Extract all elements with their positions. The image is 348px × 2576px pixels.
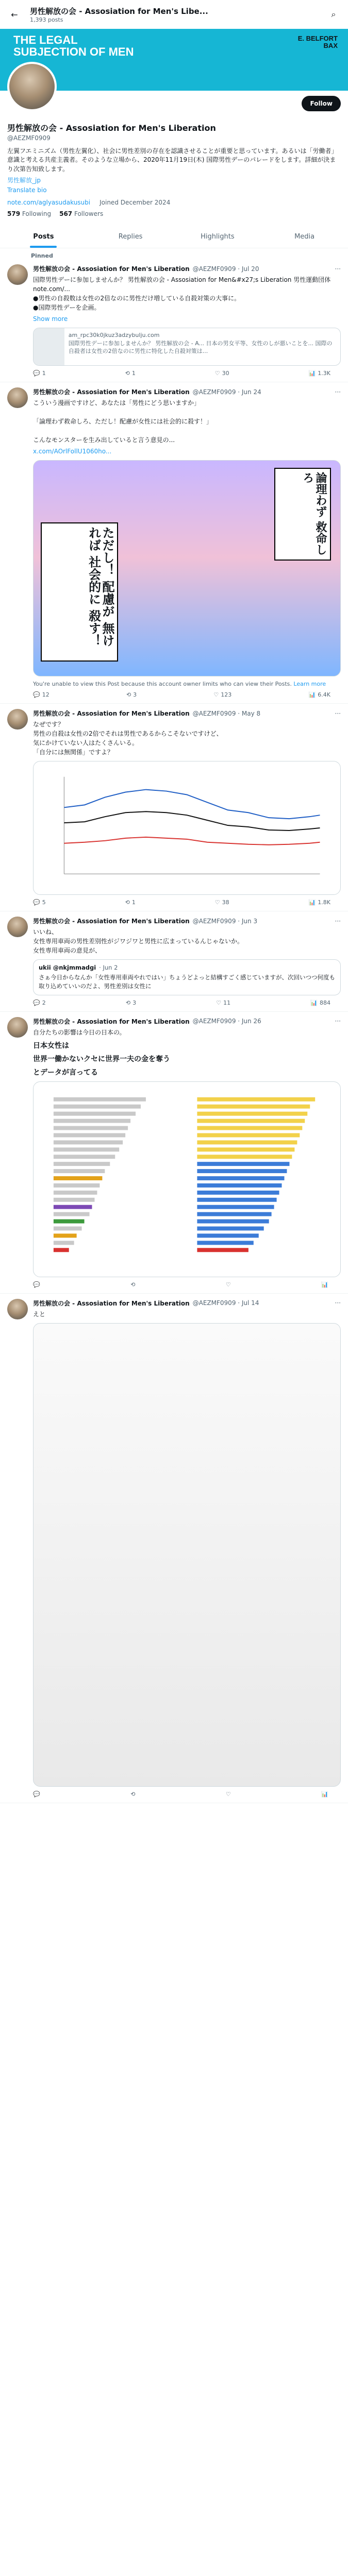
tweet-actions	[33, 691, 341, 698]
tab-replies[interactable]: Replies	[118, 233, 143, 241]
banner-author-line1: E. BELFORT	[297, 35, 338, 42]
views-count[interactable]: 📊	[321, 1790, 328, 1798]
link-card-domain: am_rpc30k0jkuz3adzybulju.com	[68, 332, 160, 339]
restricted-notice-text: You're unable to view this Post because this account owner limits who can view their Posts.	[33, 681, 292, 688]
manga-speech-bubble-1: 論理わず 救命しろ	[274, 468, 331, 561]
profile-info	[0, 122, 348, 223]
link-card[interactable]	[33, 328, 341, 366]
banner-author-line2: BAX	[323, 42, 338, 50]
tweet-avatar[interactable]	[7, 1017, 28, 1038]
quote-tweet[interactable]	[33, 959, 341, 995]
pinned-label: Pinned	[31, 252, 53, 260]
quote-author: ukii @nkjmmadgi	[39, 964, 96, 972]
more-icon[interactable]: ···	[335, 388, 341, 396]
tweet-avatar[interactable]	[7, 709, 28, 730]
tweet-handle: @AEZMF0909 · Jul 20	[192, 265, 259, 273]
suicide-line-chart	[34, 761, 340, 894]
following-count[interactable]: 579 Following	[7, 210, 52, 218]
post-count: 1,393 posts	[30, 16, 63, 23]
tweet-author[interactable]: 男性解放の会 - Assosiation for Men's Liberation	[33, 1299, 190, 1307]
tweet-avatar[interactable]	[7, 917, 28, 937]
link-card-thumbnail	[34, 328, 64, 365]
tweet-header	[33, 1299, 341, 1308]
tweet-chart-image[interactable]	[33, 761, 341, 895]
tweet-handle: @AEZMF0909 · Jul 14	[192, 1299, 259, 1307]
top-bar-title-block	[30, 6, 208, 23]
profile-bio: 左翼フエミニズム（男性左翼化）、社会に男性差別の存在を認識させることが重要と思っています。あるいは「労働者」意識と考える共産主義者。そのような立場から、2020年11月19日(木) 国際男性デーのパレードをします。詳細が決まり次第告知致します。	[7, 147, 338, 173]
tweet-avatar[interactable]	[7, 1299, 28, 1319]
banner-line1: THE LEGAL	[13, 33, 78, 46]
top-bar-title: 男性解放の会 - Assosiation for Men's Libe...	[30, 7, 208, 16]
tweet-body	[33, 917, 341, 1006]
retweet-button[interactable]: ⟲ 3	[125, 999, 137, 1006]
tweet[interactable]	[0, 911, 348, 1011]
tweet-image[interactable]	[33, 1323, 341, 1787]
banner-title	[13, 34, 134, 58]
tweet-handle: @AEZMF0909 · May 8	[192, 709, 261, 717]
views-count[interactable]: 📊 884	[310, 999, 330, 1006]
profile-bio-link[interactable]: 男性解放_jp	[7, 177, 41, 184]
views-count[interactable]: 📊 6.4K	[308, 691, 330, 699]
search-icon[interactable]: ⌕	[331, 9, 336, 19]
tweet-handle: @AEZMF0909 · Jun 26	[192, 1018, 261, 1025]
quote-handle: · Jun 2	[99, 964, 118, 972]
avatar-row	[0, 91, 348, 122]
like-button[interactable]: ♡	[225, 1281, 231, 1288]
more-icon[interactable]: ···	[335, 1018, 341, 1025]
like-button[interactable]: ♡ 123	[213, 691, 232, 699]
followers-count[interactable]: 567 Followers	[59, 210, 104, 218]
follow-counts	[7, 210, 341, 217]
tweet-handle: @AEZMF0909 · Jun 3	[192, 917, 258, 925]
retweet-button[interactable]: ⟲	[130, 1281, 136, 1288]
tab-highlights[interactable]: Highlights	[201, 233, 235, 241]
reply-button[interactable]: 💬 2	[33, 999, 46, 1006]
tweet-actions	[33, 1791, 341, 1798]
link-card-text: 国際男性デーに参加しませんか？ 男性解放の会 - A... 日本の男女平等、女性のしが悪いことを... 国際の自殺者は女性の2倍なのに男性に特化した自殺対策は...	[68, 340, 333, 354]
more-icon[interactable]: ···	[335, 709, 341, 717]
follow-button[interactable]: Follow	[302, 96, 341, 111]
banner-line2: SUBJECTION OF MEN	[13, 45, 134, 59]
tweet-header	[33, 917, 341, 925]
tweet[interactable]	[0, 1012, 348, 1294]
views-count[interactable]: 📊 1.3K	[308, 370, 330, 377]
tweet-actions	[33, 899, 341, 906]
retweet-button[interactable]: ⟲ 3	[126, 691, 137, 699]
learn-more-link[interactable]: Learn more	[293, 681, 326, 688]
quote-text: さぁ今日からなんか「女性専用車両やれではい」ちょうどよっと結構すごく感じていますが、次回いつつ何度も取り込めていいのだよ、男性差別は女性に	[39, 974, 335, 990]
tab-posts[interactable]: Posts	[0, 226, 87, 248]
more-icon[interactable]: ···	[335, 1299, 341, 1307]
image-caption-3: とデータが言ってる	[33, 1068, 98, 1077]
tweet-avatar[interactable]	[7, 264, 28, 285]
tweet-author[interactable]: 男性解放の会 - Assosiation for Men's Liberation	[33, 918, 190, 925]
profile-website[interactable]: note.com/aglyasudakusubi	[7, 199, 91, 207]
show-more-link[interactable]: Show more	[33, 315, 68, 323]
tweet[interactable]	[0, 259, 348, 382]
tweet-text: こういう漫画ですけど、あなたは「男性にどう思いますか」 「論理わず救命しろ、ただし！配慮が女性には社会的に殺す！」 こんなモンスターを生み出していると言う意見の...	[33, 399, 213, 444]
profile-name: 男性解放の会 - Assosiation for Men's Liberation	[7, 123, 216, 133]
tweet-header	[33, 264, 341, 273]
tweet-author[interactable]: 男性解放の会 - Assosiation for Men's Liberation	[33, 265, 190, 273]
tweet[interactable]	[0, 704, 348, 911]
tweet-bar-chart-image[interactable]	[33, 1081, 341, 1277]
tweet-header	[33, 1017, 341, 1026]
reply-button[interactable]: 💬 1	[33, 370, 46, 377]
reply-button[interactable]: 💬	[33, 1790, 40, 1798]
tweet-body	[33, 709, 341, 906]
like-button[interactable]: ♡ 30	[214, 370, 229, 377]
retweet-button[interactable]: ⟲ 1	[125, 370, 136, 377]
image-caption-1: 日本女性は	[33, 1041, 69, 1050]
tweet-text: なぜです？ 男性の自殺は女性の2倍でそれは男性であるからこそないですけど、 気にかけていない人はたくさんいる。 「自分には無関係」ですよ？	[33, 721, 223, 756]
restricted-notice	[33, 681, 341, 687]
tweet-author[interactable]: 男性解放の会 - Assosiation for Men's Liberation	[33, 710, 190, 718]
image-caption-2: 世界一働かないクセに世界一夫の金を奪う	[33, 1055, 170, 1063]
views-count[interactable]: 📊 1.8K	[308, 899, 330, 906]
profile-tabs	[0, 226, 348, 248]
tweet[interactable]	[0, 1294, 348, 1803]
link-card-body	[64, 328, 340, 365]
tweet[interactable]	[0, 382, 348, 704]
avatar[interactable]	[7, 62, 57, 111]
views-count[interactable]: 📊	[321, 1281, 328, 1288]
reply-button[interactable]: 💬 12	[33, 691, 49, 699]
tweet-text: いいね、 女性専用車両の男性差別性がジワジワと男性に広まっているんじゃないか。 女性専用車両の意見が、	[33, 928, 244, 955]
tweet-link[interactable]: x.com/AOrlFollU1060ho...	[33, 448, 112, 455]
more-icon[interactable]: ···	[335, 917, 341, 925]
retweet-button[interactable]: ⟲ 1	[125, 899, 136, 906]
like-button[interactable]: ♡ 11	[216, 999, 231, 1006]
reply-button[interactable]: 💬	[33, 1281, 40, 1288]
banner-author	[298, 35, 338, 50]
translate-bio-link[interactable]: Translate bio	[7, 187, 47, 194]
reply-button[interactable]: 💬 5	[33, 899, 46, 906]
like-button[interactable]: ♡ 38	[214, 899, 229, 906]
tweet-actions	[33, 370, 341, 377]
tweet-body	[33, 264, 341, 377]
tweet-text: 国際男性デーに参加しませんか？ 男性解放の会 - Assosiation for Men&#x27;s Liberation 男性運動団体 note.com/... ●男性の自殺数は女性の2倍なのに男性だけ増している自殺対策の大事に。 ●国際男性デーを企画。	[33, 276, 331, 312]
tweet-author[interactable]: 男性解放の会 - Assosiation for Men's Liberation	[33, 388, 190, 396]
tweet-text: 自分たちの影響は今日の日本の。	[33, 1028, 126, 1036]
manga-speech-bubble-2: ただし！ 配慮が 無ければ 社会的に 殺す！	[41, 522, 118, 662]
profile-handle: @AEZMF0909	[7, 134, 51, 142]
tweet-image[interactable]	[33, 460, 341, 676]
tweet-actions	[33, 1281, 341, 1288]
back-arrow-icon[interactable]: ←	[11, 9, 18, 20]
tweet-avatar[interactable]	[7, 387, 28, 408]
tweet-actions	[33, 999, 341, 1006]
tweet-text: えと	[33, 1310, 46, 1318]
like-button[interactable]: ♡	[225, 1790, 231, 1798]
quote-header	[39, 964, 335, 971]
tweet-handle: @AEZMF0909 · Jun 24	[192, 388, 261, 396]
top-bar	[0, 0, 348, 29]
tweet-author[interactable]: 男性解放の会 - Assosiation for Men's Liberation	[33, 1018, 190, 1025]
tweet-body	[33, 1299, 341, 1798]
profile-joined: Joined December 2024	[100, 199, 171, 207]
tweet-body	[33, 1017, 341, 1288]
tweet-header	[33, 709, 341, 718]
tab-media[interactable]: Media	[294, 233, 315, 241]
tweet-header	[33, 387, 341, 396]
more-icon[interactable]: ···	[335, 265, 341, 273]
tweet-body	[33, 387, 341, 698]
profile-meta	[7, 199, 341, 206]
retweet-button[interactable]: ⟲	[130, 1790, 136, 1798]
bar-chart-graphic	[34, 1082, 340, 1277]
